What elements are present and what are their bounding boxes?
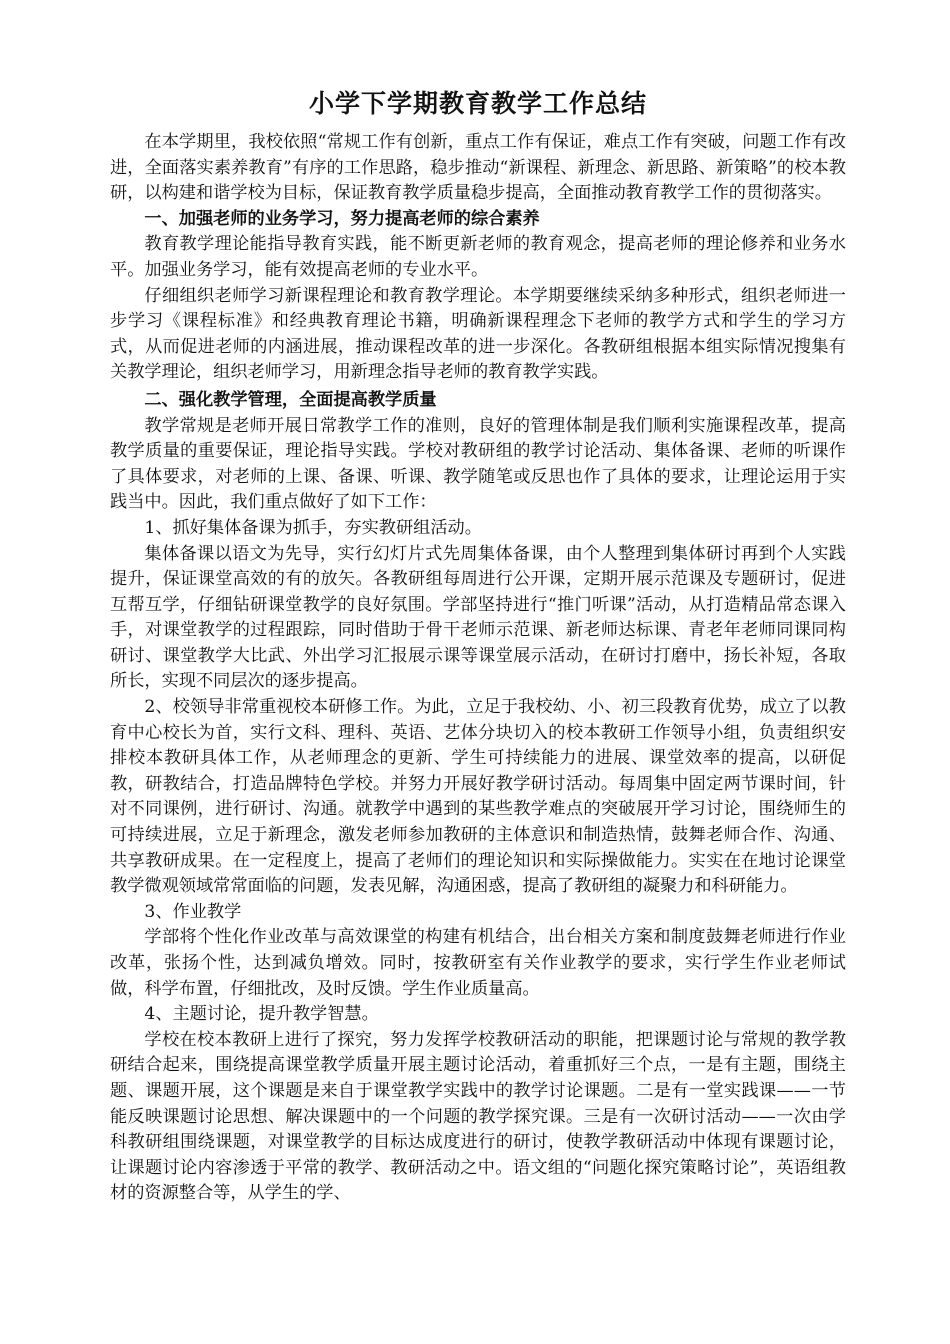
item-2-paragraph: 2、校领导非常重视校本研修工作。为此，立足于我校幼、小、初三段教育优势，成立了以教育中心校长为首，实行文科、理科、英语、艺体分块切入的校本教研工作领导小组，负责组织安排校本教研具体工作，从老师理念的更新、学生可持续能力的进展、课堂效率的提高，以研促教，研教结合，打造品牌特色学校。并努力开展好教学研讨活动。每周集中固定两节课时间，针对不同课例，进行研讨、沟通。就教学中遇到的某些教学难点的突破展开学习讨论，围绕师生的可持续进展，立足于新理念，激发老师参加教研的主体意识和制造热情，鼓舞老师合作、沟通、共享教研成果。在一定程度上，提高了老师们的理论知识和实际操做能力。实实在在地讨论课堂教学微观领域常常面临的问题，发表见解，沟通困惑，提高了教研组的凝聚力和科研能力。 bbox=[110, 697, 846, 897]
item-3-body: 学部将个性化作业改革与高效课堂的构建有机结合，出台相关方案和制度鼓舞老师进行作业改革，张扬个性，达到减负增效。同时，按教研室有关作业教学的要求，实行学生作业老师试做，科学布置，仔细批改，及时反馈。学生作业质量高。 bbox=[110, 927, 846, 999]
section-2-paragraph-1: 教学常规是老师开展日常教学工作的准则，良好的管理体制是我们顺利实施课程改革，提高教学质量的重要保证，理论指导实践。学校对教研组的教学讨论活动、集体备课、老师的听课作了具体要求，对老师的上课、备课、听课、教学随笔或反思也作了具体的要求，让理论运用于实践当中。因此，我们重点做好了如下工作： bbox=[110, 415, 846, 513]
item-1-body: 集体备课以语文为先导，实行幻灯片式先周集体备课，由个人整理到集体研讨再到个人实践提升，保证课堂高效的有的放矢。各教研组每周进行公开课，定期开展示范课及专题研讨，促进互帮互学，仔细钻研课堂教学的良好氛围。学部坚持进行“推门听课”活动，从打造精品常态课入手，对课堂教学的过程跟踪，同时借助于骨干老师示范课、新老师达标课、青老年老师同课同构研讨、课堂教学大比武、外出学习汇报展示课等课堂展示活动，在研讨打磨中，扬长补短，各取所长，实现不同层次的逐步提高。 bbox=[110, 543, 846, 692]
section-2-heading: 二、强化教学管理，全面提高教学质量 bbox=[144, 389, 437, 410]
item-4-body: 学校在校本教研上进行了探究，努力发挥学校教研活动的职能，把课题讨论与常规的教学教研结合起来，围绕提高课堂教学质量开展主题讨论活动，着重抓好三个点，一是有主题，围绕主题、课题开展，这个课题是来自于课堂教学实践中的教学讨论课题。二是有一堂实践课——一节能反映课题讨论思想、解决课题中的一个问题的教学探究课。三是有一次研讨活动——一次由学科教研组围绕课题，对课堂教学的目标达成度进行的研讨，使教学教研活动中体现有课题讨论，让课题讨论内容渗透于平常的教学、教研活动之中。语文组的“问题化探究策略讨论”，英语组教材的资源整合等，从学生的学、 bbox=[110, 1029, 846, 1204]
item-4-title: 4、主题讨论，提升教学智慧。 bbox=[144, 1004, 379, 1025]
item-1-title: 1、抓好集体备课为抓手，夯实教研组活动。 bbox=[144, 517, 482, 538]
section-1-paragraph-1: 教育教学理论能指导教育实践，能不断更新老师的教育观念，提高老师的理论修养和业务水平。加强业务学习，能有效提高老师的专业水平。 bbox=[110, 234, 846, 280]
intro-paragraph: 在本学期里，我校依照“常规工作有创新，重点工作有保证，难点工作有突破，问题工作有改进，全面落实素养教育”有序的工作思路，稳步推动“新课程、新理念、新思路、新策略”的校本教研，以构建和谐学校为目标，保证教育教学质量稳步提高，全面推动教育教学工作的贯彻落实。 bbox=[110, 132, 846, 204]
section-1-heading: 一、加强老师的业务学习，努力提高老师的综合素养 bbox=[144, 208, 540, 229]
item-3-title: 3、作业教学 bbox=[144, 901, 242, 922]
section-1-paragraph-2: 仔细组织老师学习新课程理论和教育教学理论。本学期要继续采纳多种形式，组织老师进一步学习《课程标准》和经典教育理论书籍，明确新课程理念下老师的教学方式和学生的学习方式，从而促进老师的内涵进展，推动课程改革的进一步深化。各教研组根据本组实际情况搜集有关教学理论，组织老师学习，用新理念指导老师的教育教学实践。 bbox=[110, 285, 846, 383]
document-title: 小学下学期教育教学工作总结 bbox=[308, 89, 647, 118]
